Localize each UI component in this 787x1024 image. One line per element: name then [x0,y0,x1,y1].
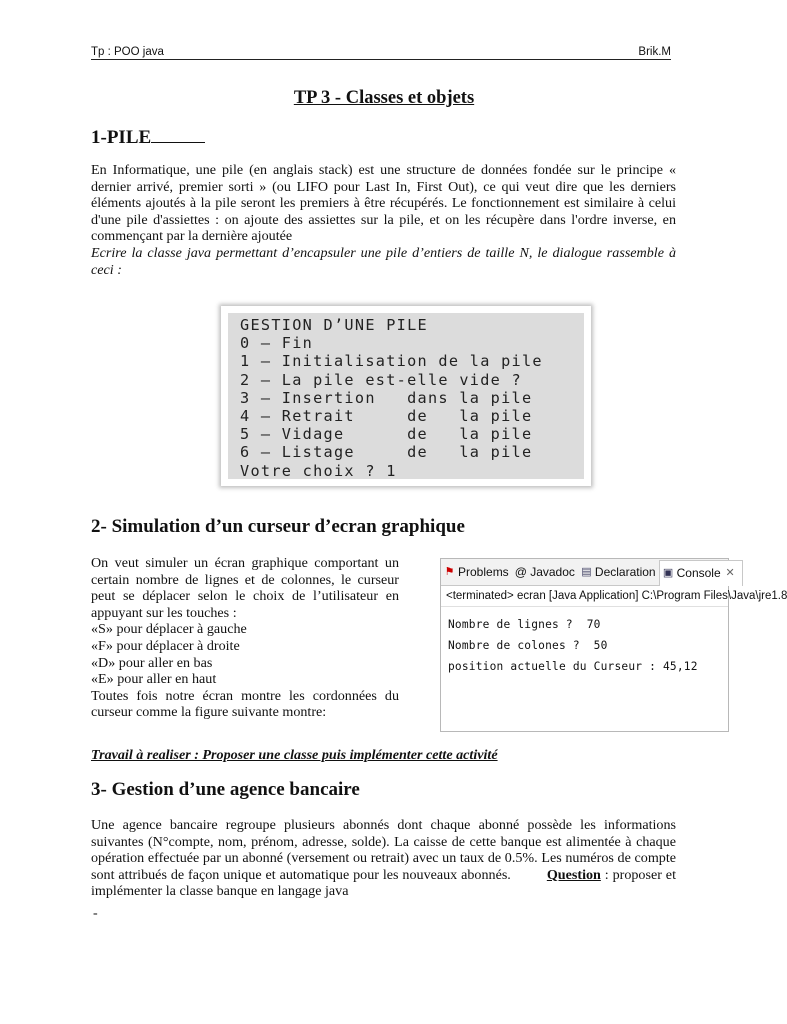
section2-intro: On veut simuler un écran graphique comportant un certain nombre de lignes et de colonnes, le curseur peut se déplacer selon le choix de l’utilisateur en appuyant sur les touches : [91,555,399,621]
console-line: 0 – Fin [240,334,314,353]
console-line: 1 – Initialisation de la pile [240,352,543,371]
tab-declaration[interactable]: ▤ Declaration [581,565,656,579]
console-line: 3 – Insertion dans la pile [240,388,533,407]
key-instruction: «S» pour déplacer à gauche [91,621,247,638]
section1-heading [91,126,205,149]
console-status-line: <terminated> ecran [Java Application] C:\Program Files\Java\jre1.8 [441,586,728,607]
tab-javadoc[interactable]: @ Javadoc [514,565,575,579]
header-course: Tp : POO java [91,46,164,58]
section3-paragraph [91,817,676,900]
tab-console[interactable]: ▣ Console ✕ [659,560,743,586]
heading-underline [151,126,205,143]
console-line: 4 – Retrait de la pile [240,407,533,426]
question-text: : proposer et implémenter la classe banque en langage java [91,866,676,900]
stack-console-screenshot [221,306,591,486]
console-line: 5 – Vidage de la pile [240,425,533,444]
section3-heading: 3- Gestion d’une agence bancaire [91,779,360,800]
tab-problems[interactable]: ⚑ Problems [444,565,509,579]
console-line: 2 – La pile est-elle vide ? [240,370,522,389]
ide-console-output [441,607,728,677]
console-line: 6 – Listage de la pile [240,443,533,462]
document-title: TP 3 - Classes et objets [293,88,475,108]
console-output-line: position actuelle du Curseur : 45,12 [448,660,698,673]
stack-console-output [228,313,584,479]
key-instruction: «E» pour aller en haut [91,671,217,688]
section1-paragraph: En Informatique, une pile (en anglais stack) est une structure de données fondée sur le principe « dernier arrivé, premier sorti » (ou LIFO pour Last In, First Out), ce qui veut dire que les derniers éléments ajoutés à la pile seront les premiers à être récupérés. Le fonctionnement est similaire à celui d'une pile d'assiettes : on ajoute des assiettes sur la pile, et on les récupère dans l'ordre inverse, en commençant par la dernière ajoutée [91,162,676,245]
problems-icon: ⚑ [444,565,455,578]
section2-outro: Toutes fois notre écran montre les cordonnées du curseur comme la figure suivante montre: [91,687,399,721]
section2-text [91,555,399,721]
page-header [91,44,671,60]
console-output-line: Nombre de lignes ? 70 [448,618,601,631]
console-line: GESTION D’UNE PILE [240,316,428,334]
key-instruction: «D» pour aller en bas [91,654,213,671]
console-output-line: Nombre de colones ? 50 [448,639,608,652]
trailing-dash: - [93,906,98,921]
console-line: Votre choix ? 1 [240,461,397,480]
key-instruction: «F» pour déplacer à droite [91,637,240,654]
section1-heading-text: 1-PILE [91,127,152,148]
close-icon[interactable]: ✕ [725,566,735,579]
section3-body: Une agence bancaire regroupe plusieurs abonnés dont chaque abonné possède les informations suivantes (N°compte, nom, prénom, adresse, solde). La caisse de cette banque est alimentée à chaque opération effectuée par un abonné (versement ou retrait) avec un taux de 0.5%. Les numéros de compte sont attribués de façon unique et automatique pour les nouveaux abonnés. [91,817,676,883]
section1-instruction: Ecrire la classe java permettant d’encapsuler une pile d’entiers de taille N, le dialogue rassemble à ceci : [91,245,676,278]
ide-console-screenshot [440,558,787,732]
question-label: Question [546,866,601,883]
declaration-icon: ▤ [581,565,592,578]
section2-task: Travail à realiser : Proposer une classe puis implémenter cette activité [91,747,498,763]
section2-heading: 2- Simulation d’un curseur d’ecran graphique [91,516,465,537]
ide-tab-bar [441,559,735,586]
console-icon: ▣ [662,566,674,579]
header-author: Brik.M [638,46,671,58]
